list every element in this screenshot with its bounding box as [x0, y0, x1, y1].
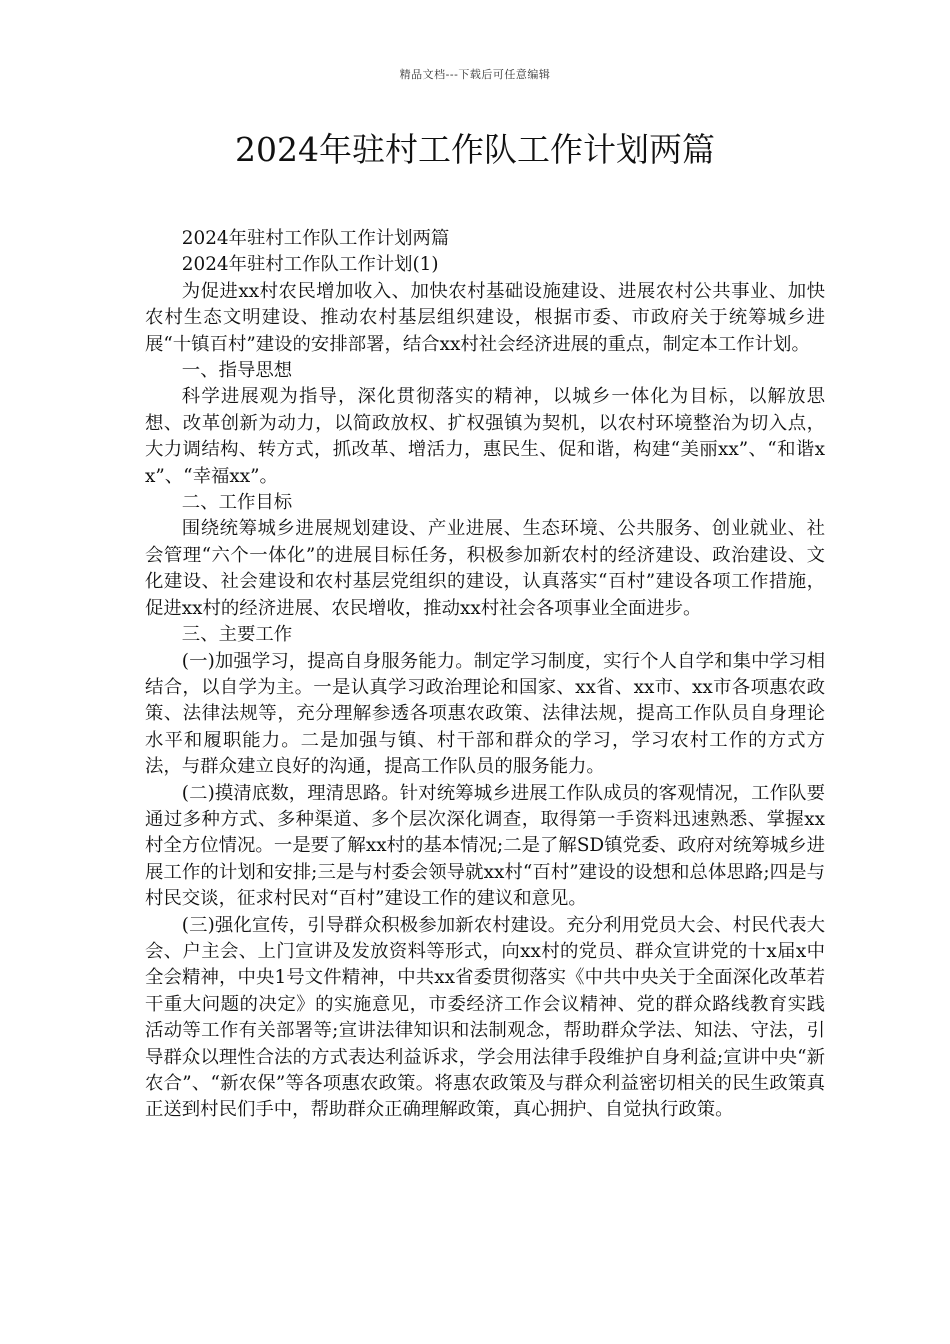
section-heading-work-goals: 二、工作目标	[181, 492, 293, 514]
main-work-item-2: (二)摸清底数，理清思路。针对统筹城乡进展工作队成员的客观情况，工作队要通过多种方式、多种渠道、多个层次深化调查，取得第一手资料迅速熟悉、掌握xx村全方位情况。一是要了解xx村的基本情况;二是了解SD镇党委、政府对统筹城乡进展工作的计划和安排;三是与村委会领导就xx村“百村”建设的设想和总体思路;四是与村民交谈，征求村民对“百村”建设工作的建议和意见。	[145, 782, 825, 910]
subtitle-line: 2024年驻村工作队工作计划两篇	[181, 228, 450, 249]
main-work-item-1: (一)加强学习，提高自身服务能力。制定学习制度，实行个人自学和集中学习相结合，以自学为主。一是认真学习政治理论和国家、xx省、xx市、xx市各项惠农政策、法律法规等，充分理解参透各项惠农政策、法律法规，提高工作队员自身理论水平和履职能力。二是加强与镇、村干部和群众的学习，学习农村工作的方式方法，与群众建立良好的沟通，提高工作队员的服务能力。	[145, 650, 825, 778]
intro-paragraph: 为促进xx村农民增加收入、加快农村基础设施建设、进展农村公共事业、加快农村生态文明建设、推动农村基层组织建设，根据市委、市政府关于统筹城乡进展“十镇百村”建设的安排部署，结合xx村社会经济进展的重点，制定本工作计划。	[145, 280, 825, 355]
guiding-thought-paragraph: 科学进展观为指导，深化贯彻落实的精神，以城乡一体化为目标，以解放思想、改革创新为动力，以简政放权、扩权强镇为契机，以农村环境整治为切入点，大力调结构、转方式，抓改革、增活力，惠民生、促和谐，构建“美丽xx”、“和谐xx”、“幸福xx”。	[145, 386, 825, 487]
document-body	[145, 226, 825, 1124]
section-heading-main-work: 三、主要工作	[181, 624, 293, 646]
header-note: 精品文档---下载后可任意编辑	[399, 68, 551, 81]
document-title: 2024年驻村工作队工作计划两篇	[235, 130, 715, 169]
work-goals-paragraph: 围绕统筹城乡进展规划建设、产业进展、生态环境、公共服务、创业就业、社会管理“六个一体化”的进展目标任务，积极参加新农村的经济建设、政治建设、文化建设、社会建设和农村基层党组织的建设，认真落实“百村”建设各项工作措施，促进xx村的经济进展、农民增收，推动xx村社会各项事业全面进步。	[145, 518, 825, 619]
plan-heading: 2024年驻村工作队工作计划(1)	[181, 254, 439, 276]
section-heading-guiding-thought: 一、指导思想	[181, 360, 293, 382]
main-work-item-3: (三)强化宣传，引导群众积极参加新农村建设。充分利用党员大会、村民代表大会、户主会、上门宣讲及发放资料等形式，向xx村的党员、群众宣讲党的十x届x中全会精神，中央1号文件精神，中共xx省委贯彻落实《中共中央关于全面深化改革若干重大问题的决定》的实施意见，市委经济工作会议精神、党的群众路线教育实践活动等工作有关部署等;宣讲法律知识和法制观念，帮助群众学法、知法、守法，引导群众以理性合法的方式表达利益诉求，学会用法律手段维护自身利益;宣讲中央“新农合”、“新农保”等各项惠农政策。将惠农政策及与群众利益密切相关的民生政策真正送到村民们手中，帮助群众正确理解政策，真心拥护、自觉执行政策。	[145, 914, 825, 1121]
